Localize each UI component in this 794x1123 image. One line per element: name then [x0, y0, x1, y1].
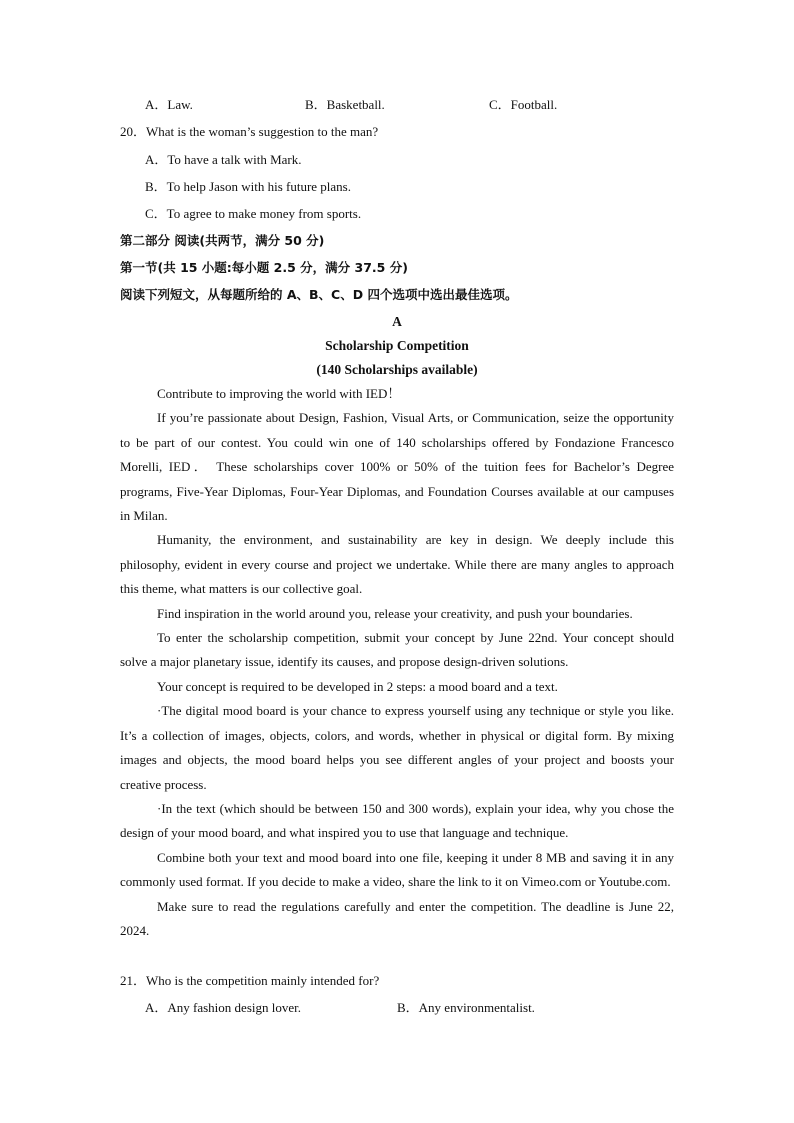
passage-paragraph: Combine both your text and mood board into one file, keeping it under 8 MB and saving it in any commonly used format. If you decide to make a video, share the link to it on Vimeo.com or Youtube.com. [120, 849, 674, 890]
passage-paragraph: Humanity, the environment, and sustainability are key in design. We deeply include this philosophy, evident in every course and project we undertake. While there are many angles to approach this theme, what matters is our collective goal. [120, 532, 674, 597]
passage-paragraph: Make sure to read the regulations carefully and enter the competition. The deadline is June 22, 2024. [120, 898, 674, 938]
passage-paragraph: Your concept is required to be developed in 2 steps: a mood board and a text. [157, 678, 558, 694]
section-instruction: 阅读下列短文，从每题所给的 A、B、C、D 四个选项中选出最佳选项。 [120, 287, 518, 302]
passage-title: Scholarship Competition [325, 338, 469, 353]
q20-stem: 20．What is the woman’s suggestion to the man? [120, 124, 379, 139]
q19-option-a[interactable]: A．Law. [145, 97, 193, 112]
q19-option-c[interactable]: C．Football. [489, 97, 558, 112]
section-part-heading: 第二部分 阅读(共两节，满分 50 分) [120, 233, 325, 248]
q20-option-b[interactable]: B．To help Jason with his future plans. [145, 179, 351, 194]
section-sub-heading: 第一节(共 15 小题:每小题 2.5 分，满分 37.5 分) [120, 260, 408, 275]
q21-option-b[interactable]: B．Any environmentalist. [397, 1000, 535, 1015]
passage-paragraph: To enter the scholarship competition, submit your concept by June 22nd. Your concept should solve a major planetary issue, identify its causes, and propose design-driven solutions. [120, 630, 674, 670]
q20-option-a[interactable]: A．To have a talk with Mark. [145, 152, 302, 167]
passage-body [120, 382, 674, 943]
passage-paragraph: ·The digital mood board is your chance to express yourself using any technique or style you like. It’s a collection of images, objects, colors, and words, whether in physical or digital form. By mixing images and objects, the mood board helps you see different angles of your project and boosts your creative process. [120, 703, 674, 792]
q21-stem: 21．Who is the competition mainly intended for? [120, 973, 380, 988]
passage-paragraph: Find inspiration in the world around you, release your creativity, and push your boundaries. [157, 605, 633, 621]
passage-paragraph: ·In the text (which should be between 150 and 300 words), explain your idea, why you chose the design of your mood board, and what inspired you to use that language and technique. [120, 800, 674, 841]
q21-option-a[interactable]: A．Any fashion design lover. [145, 1000, 301, 1015]
passage-paragraph: Contribute to improving the world with IED！ [157, 386, 401, 401]
passage-paragraph: If you’re passionate about Design, Fashion, Visual Arts, or Communication, seize the opportunity to be part of our contest. You could win one of 140 scholarships offered by Fondazione Francesco Morelli, IED． These scholarships cover 100% or 50% of the tuition fees for Bachelor’s Degree programs, Five-Year Diplomas, Four-Year Diplomas, and Foundation Courses available at our campuses in Milan. [120, 410, 674, 524]
passage-letter: A [392, 314, 402, 329]
passage-subtitle: (140 Scholarships available) [316, 362, 478, 377]
q19-option-b[interactable]: B．Basketball. [305, 97, 385, 112]
q20-option-c[interactable]: C．To agree to make money from sports. [145, 206, 362, 221]
